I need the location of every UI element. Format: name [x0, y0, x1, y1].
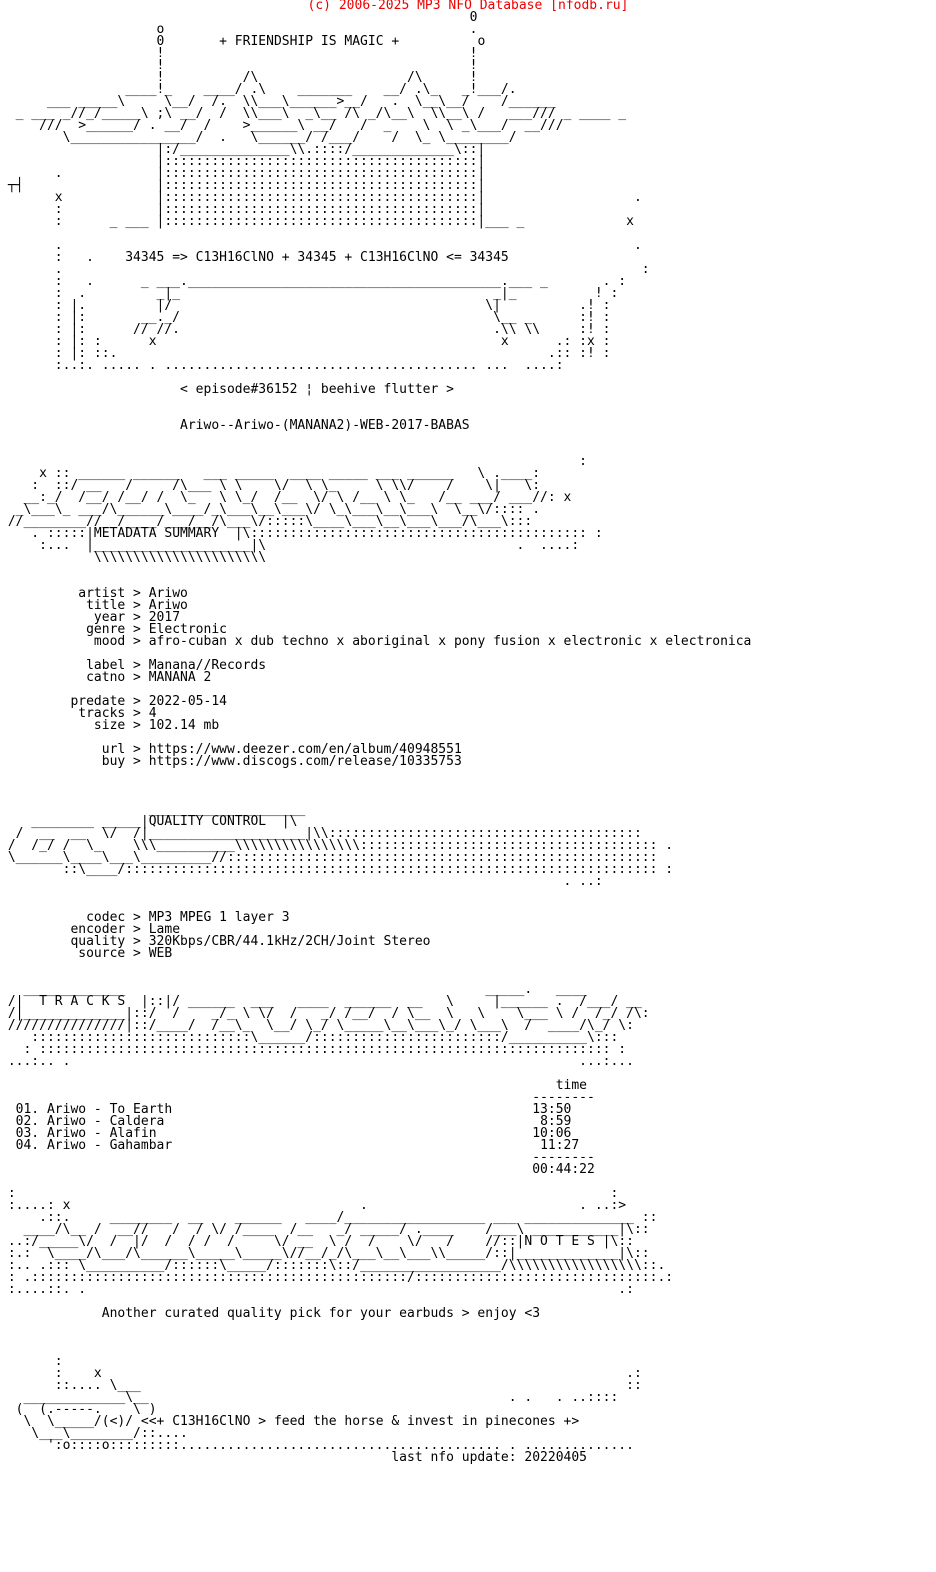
meta-tracks: tracks > 4 — [0, 706, 157, 721]
mood-value: afro-cuban x dub techno x aboriginal x pony fusion x electronic x electronica — [148, 634, 752, 649]
track-num: 04. — [15, 1138, 40, 1153]
last-update: last nfo update: 20220405 — [391, 1450, 588, 1465]
meta-url: url > https://www.deezer.com/en/album/40948551 — [0, 742, 462, 757]
notes-line — [0, 1308, 936, 1320]
track-title: Ariwo - To Earth — [46, 1102, 173, 1117]
meta-buy: buy > https://www.discogs.com/release/10335753 — [0, 754, 462, 769]
size-value: 102.14 mb — [148, 718, 220, 733]
q-source: source > WEB — [0, 946, 173, 961]
encoder-value: Lame — [148, 922, 181, 937]
header-ascii-art: 0 o . 0 + FRIENDSHIP IS MAGIC + o ! ! ! ! ! /\ /\ ! ____!_ ____/ .\ _______ __/ .\_ _!___/. ___ _____\ \__/ /. \\___\______>__/ . \__\__/ /______ _ ___ _//_/_____\ ;\ __/ / \\___\ _\__ /\ _/\__\ \\__\ / ___/// _ ____ _ /// >______/ . __/ / >______\ __/ / _ \ \ _\___/ __/// \________________/ . \______/ /___/ / \_ \________/ |:/______________\\.::::/_____________\::| |::::::::::::::::::::::::::::::::::::::::| . |::::::::::::::::::::::::::::::::::::::::| ┬┤ |::::::::::::::::::::::::::::::::::::::::| x |::::::::::::::::::::::::::::::::::::::::| . : |::::::::::::::::::::::::::::::::::::::::| : _ ___ |::::::::::::::::::::::::::::::::::::::::|___ _ x . . : . 34345 => C13H16ClNO + 34345 + C13H16ClNO <= 34345 . : : . _ ___.________________________________________.___ _ . : : . _|_ _|_ ! : : |. |/ \| .! : : |: __._/ \__ _ :! : : |: // //. .\\ \\ :! : : |: : x x .: :x : : |: ::. .:: :! : :..:. ..... . ........................................ ... ....: — [7, 10, 650, 373]
track-title: Ariwo - Alafin — [46, 1126, 157, 1141]
meta-title: title > Ariwo — [0, 598, 188, 613]
episode-text: < episode#36152 ¦ beehive flutter > — [180, 382, 454, 397]
site-link[interactable]: [nfodb.ru] — [550, 0, 629, 13]
q-codec: codec > MP3 MPEG 1 layer 3 — [0, 910, 290, 925]
footer-ascii-art: : : x .: ::.... \___ :: _____________\__ . . . ..:::: ( (.-----. \ ) \ \_____/(<)/ <<+ C13H16ClNO > feed the horse & invest in pinecones +> \___\________/::.... ':o::::o:::::::::......................................... . .............. — [15, 1354, 642, 1453]
genre-value: Electronic — [148, 622, 227, 637]
tracks-top-rule: -------- — [0, 1090, 595, 1105]
meta-label: label > Manana//Records — [0, 658, 267, 673]
url-link[interactable]: https://www.deezer.com/en/album/40948551 — [148, 742, 462, 757]
section-metadata-title: METADATA SUMMARY — [93, 526, 220, 541]
episode-line — [0, 384, 936, 396]
source-value: WEB — [148, 946, 173, 961]
year-value: 2017 — [148, 610, 181, 625]
meta-size: size > 102.14 mb — [0, 718, 220, 733]
metadata-banner-ascii: : x :: ______ ______ ___ _____ ____ _____ ___ ______ \ .____: : ::/ __ / /\___ \ \ \/ \ \_ \ \\/ / \| \: __:_/ /__/ /__/ / \_ \ \_/ /__ \/ \ /__ \ \_ /__ ___/ ___//: x _\___\_ ___/\______\____/_\___\__\___\/ \_\___\__\___\ \__\/:::: . //________//__/____/___/__/\___\/:::::\____\___\__\___\___/\___\::: . :::::|METADATA SUMMARY |\::::::::::::::::::::::::::::::::::::::::::: : :... |____________________|\ . ....: \\\\\\\\\\\\\\\\\\\\\\ — [7, 454, 603, 565]
time-header: time — [555, 1078, 588, 1093]
buy-link[interactable]: https://www.discogs.com/release/10335753 — [148, 754, 462, 769]
tracks-value: 4 — [148, 706, 157, 721]
track-time: 11:27 — [540, 1138, 580, 1153]
meta-predate: predate > 2022-05-14 — [0, 694, 227, 709]
meta-catno: catno > MANANA 2 — [0, 670, 212, 685]
title-value: Ariwo — [148, 598, 188, 613]
total-time: 00:44:22 — [532, 1162, 595, 1177]
release-line — [0, 420, 936, 432]
track-num: 02. — [15, 1114, 40, 1129]
tracks-banner-ascii: _____________ _____. ____ /| T R A C K S |::|/ ______ ___ ____ ______ __ \ |______ . /___/ __ /|_____________|::/ / _/_ \ \/ / _/ /__/ / \__ \ \ \___ \ / /_/ /\: ///////////////|::/____/ /__\_ \__/ \_/ \_____\__\___\_/ \___\ / ____/\_/ \: ::::::::::::::::::::::::::::\______/::::::::::::::::::::::::/__________\::: : ::::::::::::::::::::::::::::::::::::::::::::::::::::::::::::::::::::::::: : ...:.. . ...:... — [7, 982, 650, 1069]
notes-text: Another curated quality pick for your earbuds > enjoy <3 — [101, 1306, 541, 1321]
track-time: 8:59 — [540, 1114, 572, 1129]
catno-value: MANANA 2 — [148, 670, 212, 685]
section-notes-title: N O T E S — [524, 1234, 595, 1249]
artist-value: Ariwo — [148, 586, 188, 601]
meta-genre: genre > Electronic — [0, 622, 227, 637]
label-value: Manana//Records — [148, 658, 267, 673]
footer-update-line — [0, 1452, 936, 1464]
tracks-total — [0, 1164, 936, 1176]
track-title: Ariwo - Caldera — [46, 1114, 165, 1129]
q-encoder: encoder > Lame — [0, 922, 181, 937]
tracks-bottom-rule: -------- — [0, 1150, 595, 1165]
formula: 34345 => C13H16ClNO + 34345 + C13H16ClNO <= 34345 — [125, 250, 509, 265]
tagline: + FRIENDSHIP IS MAGIC + — [219, 34, 400, 49]
meta-mood: mood > afro-cuban x dub techno x aboriginal x pony fusion x electronic x electronica — [0, 634, 752, 649]
copyright-text: (c) 2006-2025 MP3 NFO Database — [307, 0, 551, 13]
predate-value: 2022-05-14 — [148, 694, 227, 709]
release-name: Ariwo--Ariwo-(MANANA2)-WEB-2017-BABAS — [180, 418, 470, 433]
section-tracks-title: T R A C K S — [39, 994, 126, 1009]
notes-banner-ascii: : : :....: x . . ..:> .::. ________ __ ______ ____/__________________ ___ ______________ :: ____/\__ / __// / / \/ /____ /__ _/ _____/ .____ /___\ ___________|\:: ..:/_____\/ / |/ / / / / \/ __ \ / / \/ / //::|N O T E S |\:: :.: \____/\___/\______\_____\_____\//__/_/\___\__\___\\_____/::|_____________|\:: :.. .::: \__________/::::::\_____/:::::::\::/__________________/\\\\\\\\\\\\\\\\\::. : .::::::::::::::::::::::::::::::::::::::::::::::::/:::::::::::::::::::::::::::::::.: :....::. . .: — [7, 1186, 674, 1297]
q-quality: quality > 320Kbps/CBR/44.1kHz/2CH/Joint Stereo — [0, 934, 431, 949]
quality-banner-ascii: ____________________ ________ _____|QUALITY CONTROL |\ / __ __ \/ /|____________________|\\:::::::::::::::::::::::::::::::::::::::: / /_/ / \_ \\\__________\\\\\\\\\\\\\\\\:::::::::::::::::::::::::::::::::::::: . \______\____\___\_________//::::::::::::::::::::::::::::::::::::::::::::::::::::::: ::\____/:::::::::::::::::::::::::::::::::::::::::::::::::::::::::::::::::::: : . ..: — [7, 802, 674, 889]
quality-value: 320Kbps/CBR/44.1kHz/2CH/Joint Stereo — [148, 934, 431, 949]
track-num: 03. — [15, 1126, 40, 1141]
track-time: 10:06 — [532, 1126, 572, 1141]
track-num: 01. — [15, 1102, 40, 1117]
meta-artist: artist > Ariwo — [0, 586, 188, 601]
meta-year: year > 2017 — [0, 610, 181, 625]
footer-slogan: <<+ C13H16ClNO > feed the horse & invest in pinecones +> — [140, 1414, 580, 1429]
track-title: Ariwo - Gahambar — [46, 1138, 173, 1153]
codec-value: MP3 MPEG 1 layer 3 — [148, 910, 290, 925]
section-quality-title: QUALITY CONTROL — [148, 814, 267, 829]
track-time: 13:50 — [532, 1102, 572, 1117]
